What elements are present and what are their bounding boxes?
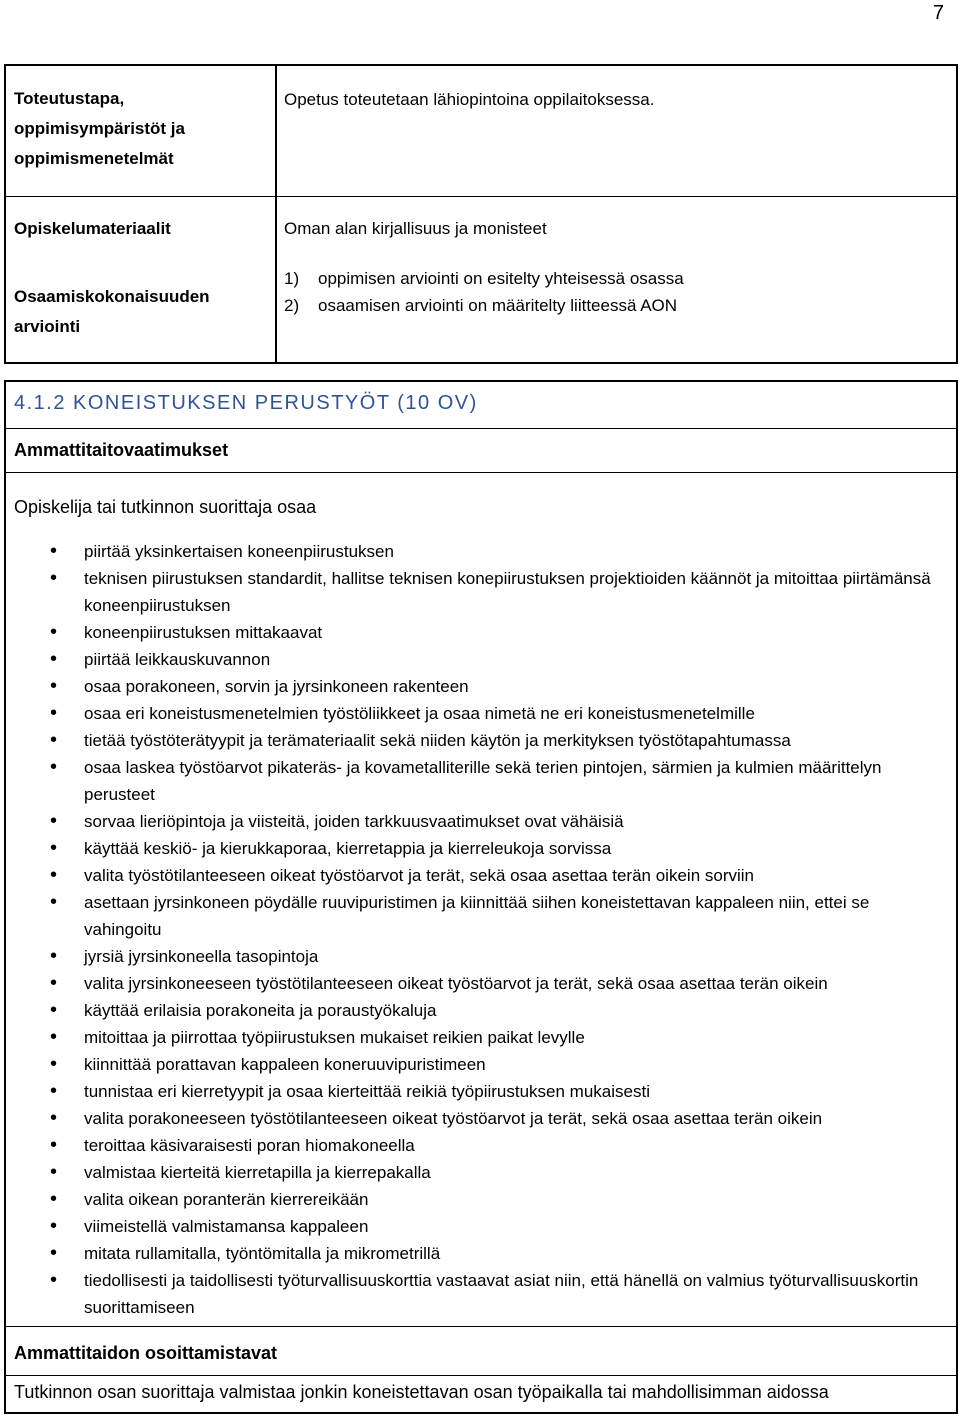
page-number: 7 bbox=[932, 2, 944, 24]
opiskelumateriaalit-label: Opiskelumateriaalit bbox=[14, 219, 171, 238]
table-column-divider bbox=[275, 66, 277, 362]
toteutustapa-text: Opetus toteutetaan lähiopintoina oppilaitoksessa. bbox=[284, 90, 655, 109]
list-item: • valita oikean poranterän kierrereikään bbox=[6, 1186, 952, 1213]
list-item: • koneenpiirustuksen mittakaavat bbox=[6, 619, 952, 646]
list-item: • kiinnittää porattavan kappaleen koneruuvipuristimeen bbox=[6, 1051, 952, 1078]
section-title: 4.1.2 KONEISTUKSEN PERUSTYÖT (10 OV) bbox=[14, 392, 478, 414]
list-item bbox=[284, 292, 684, 319]
arviointi-list bbox=[284, 265, 684, 319]
osoittamistavat-text: Tutkinnon osan suorittaja valmistaa jonkin koneistettavan osan työpaikalla tai mahdollisimman aidossa bbox=[14, 1382, 829, 1402]
list-item: • osaa laskea työstöarvot pikateräs- ja kovametalliterille sekä terien pintojen, särmien ja kulmien määrittelyn perusteet bbox=[6, 754, 952, 808]
list-item: • jyrsiä jyrsinkoneella tasopintoja bbox=[6, 943, 952, 970]
list-item: • tunnistaa eri kierretyypit ja osaa kierteittää reikiä työpiirustuksen mukaisesti bbox=[6, 1078, 952, 1105]
arviointi-label: Osaamiskokonaisuuden arviointi bbox=[14, 287, 210, 336]
list-item: • tiedollisesti ja taidollisesti työturvallisuuskorttia vastaavat asiat niin, että hänellä on valmius työturvallisuuskortin suorittamiseen bbox=[6, 1267, 952, 1321]
ammattitaito-header bbox=[6, 428, 956, 473]
list-item: • käyttää keskiö- ja kierukkaporaa, kierretappia ja kierreleukoja sorvissa bbox=[6, 835, 952, 862]
list-item: • asettaan jyrsinkoneen pöydälle ruuvipuristimen ja kiinnittää siihen koneistettavan kappaleen niin, ettei se vahingoitu bbox=[6, 889, 952, 943]
toteutustapa-label: Toteutustapa, oppimisympäristöt ja oppimismenetelmät bbox=[14, 89, 185, 168]
list-number: 2) bbox=[284, 296, 300, 315]
list-item: • teroittaa käsivaraisesti poran hiomakoneella bbox=[6, 1132, 952, 1159]
list-item: • valita työstötilanteeseen oikeat työstöarvot ja terät, sekä osaa asettaa terän oikein sorviin bbox=[6, 862, 952, 889]
osoittamistavat-header bbox=[6, 1326, 956, 1376]
requirements-list bbox=[6, 538, 952, 1321]
list-item: • viimeistellä valmistamansa kappaleen bbox=[6, 1213, 952, 1240]
list-text: osaamisen arviointi on määritelty liitteessä AON bbox=[318, 296, 678, 315]
osoittamistavat-heading: Ammattitaidon osoittamistavat bbox=[14, 1343, 278, 1363]
list-item bbox=[284, 265, 684, 292]
list-item: • tietää työstöterätyypit ja terämateriaalit sekä niiden käytön ja merkityksen työstötapahtumassa bbox=[6, 727, 952, 754]
list-item: • valmistaa kierteitä kierretapilla ja kierrepakalla bbox=[6, 1159, 952, 1186]
section-header bbox=[6, 382, 956, 429]
table-row-divider bbox=[6, 196, 956, 197]
intro-text: Opiskelija tai tutkinnon suorittaja osaa bbox=[14, 497, 317, 517]
list-item: • sorvaa lieriöpintoja ja viisteitä, joiden tarkkuusvaatimukset ovat vähäisiä bbox=[6, 808, 952, 835]
list-item: • käyttää erilaisia porakoneita ja poraustyökaluja bbox=[6, 997, 952, 1024]
list-number: 1) bbox=[284, 269, 300, 288]
ammattitaito-heading: Ammattitaitovaatimukset bbox=[14, 440, 229, 460]
list-text: oppimisen arviointi on esitelty yhteisessä osassa bbox=[318, 269, 684, 288]
list-item: • piirtää leikkauskuvannon bbox=[6, 646, 952, 673]
list-item: • mitata rullamitalla, työntömitalla ja mikrometrillä bbox=[6, 1240, 952, 1267]
section-box bbox=[4, 380, 958, 1414]
list-item: • teknisen piirustuksen standardit, hallitse teknisen konepiirustuksen projektioiden käännöt ja mitoittaa piirtämänsä koneenpiirustuksen bbox=[6, 565, 952, 619]
list-item: • valita jyrsinkoneeseen työstötilanteeseen oikeat työstöarvot ja terät, sekä osaa asettaa terän oikein bbox=[6, 970, 952, 997]
list-item: • mitoittaa ja piirrottaa työpiirustuksen mukaiset reikien paikat levylle bbox=[6, 1024, 952, 1051]
list-item: • valita porakoneeseen työstötilanteeseen oikeat työstöarvot ja terät, sekä osaa asettaa terän oikein bbox=[6, 1105, 952, 1132]
list-item: • osaa eri koneistusmenetelmien työstöliikkeet ja osaa nimetä ne eri koneistusmenetelmille bbox=[6, 700, 952, 727]
opiskelumateriaalit-text: Oman alan kirjallisuus ja monisteet bbox=[284, 219, 547, 238]
info-table bbox=[4, 64, 958, 364]
list-item: • piirtää yksinkertaisen koneenpiirustuksen bbox=[6, 538, 952, 565]
list-item: • osaa porakoneen, sorvin ja jyrsinkoneen rakenteen bbox=[6, 673, 952, 700]
